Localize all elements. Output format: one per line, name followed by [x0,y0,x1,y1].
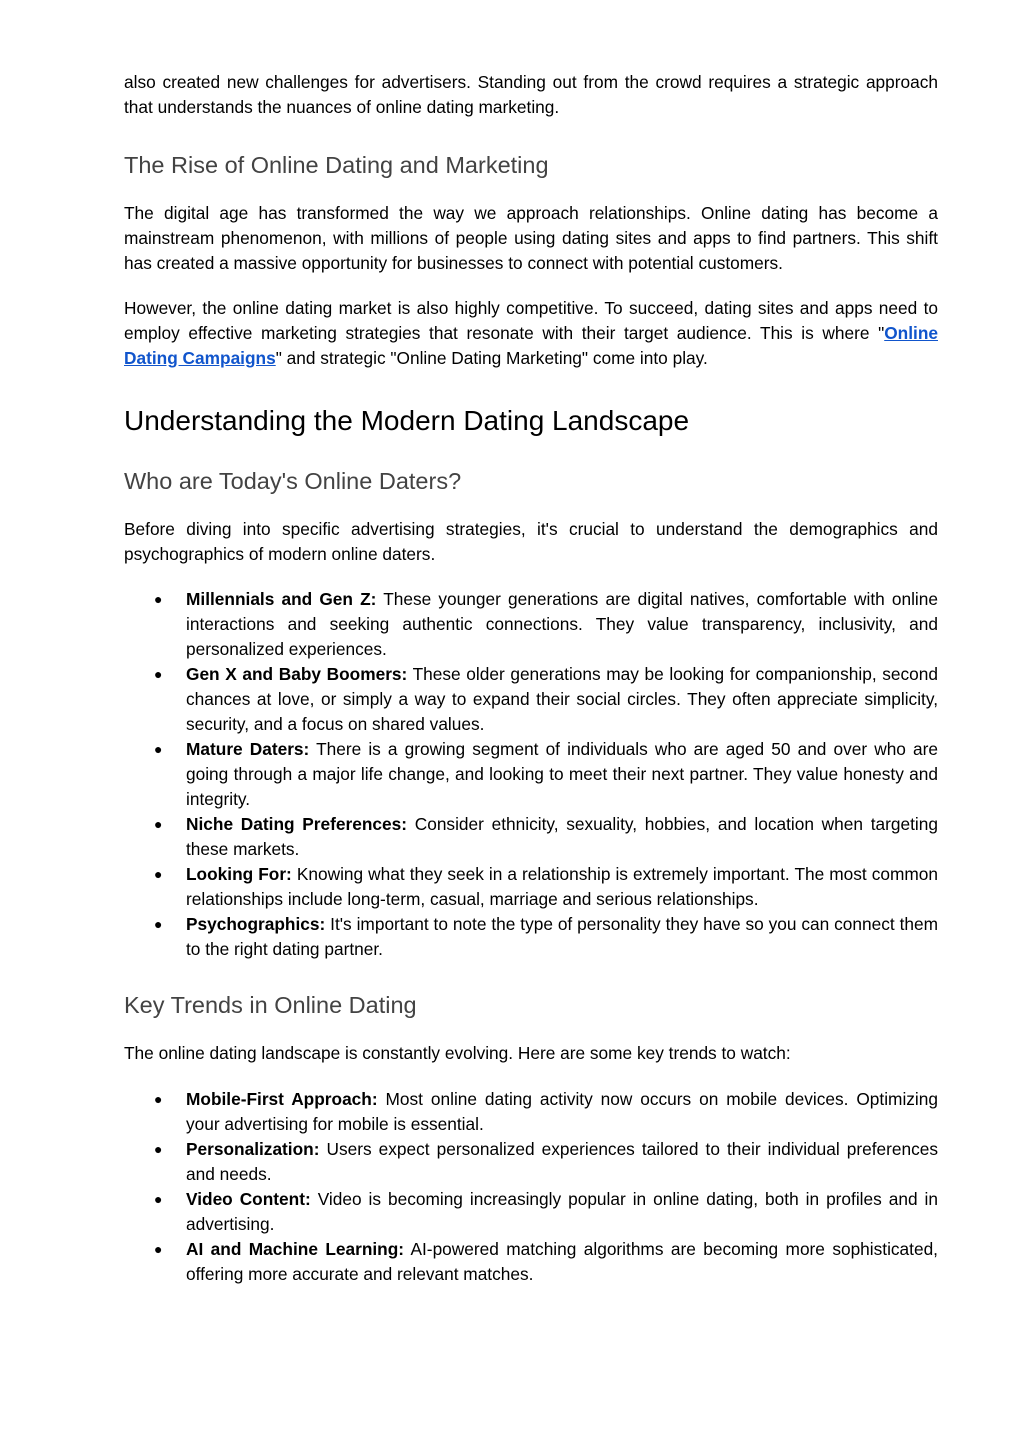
list-item [124,737,938,812]
list-item-term: Looking For: [186,864,292,884]
list-online-daters [124,587,938,962]
list-item [124,1187,938,1237]
list-item [124,812,938,862]
list-item-text: AI-powered matching algorithms are becoming more sophisticated, offering more accurate and relevant matches. [186,1239,938,1284]
bullet-icon: ● [154,591,163,607]
bullet-icon: ● [154,741,163,757]
list-item-term: Niche Dating Preferences: [186,814,407,834]
paragraph-competitive-text-1: However, the online dating market is also highly competitive. To succeed, dating sites and apps need to employ effective marketing strategies that resonate with their target audience. This is where " [124,298,938,343]
list-item-term: Personalization: [186,1139,320,1159]
list-item [124,1087,938,1137]
intro-paragraph: also created new challenges for advertisers. Standing out from the crowd requires a strategic approach that understands the nuances of online dating marketing. [124,72,938,117]
list-item [124,1137,938,1187]
document-page [124,70,938,1287]
list-item-term: Video Content: [186,1189,311,1209]
list-item-term: AI and Machine Learning: [186,1239,405,1259]
list-item-text: Knowing what they seek in a relationship is extremely important. The most common relationships include long-term, casual, marriage and serious relationships. [186,864,938,909]
bullet-icon: ● [154,866,163,882]
bullet-icon: ● [154,1141,163,1157]
bullet-icon: ● [154,666,163,682]
subheading-key-trends: Key Trends in Online Dating [124,992,417,1018]
online-dating-campaigns-link[interactable]: Online Dating Campaigns [124,323,938,368]
list-item-text: Users expect personalized experiences tailored to their individual preferences and needs. [186,1139,938,1184]
list-item [124,587,938,662]
list-item-text: There is a growing segment of individuals who are aged 50 and over who are going through a major life change, and looking to meet their next partner. They value honesty and integrity. [186,739,938,809]
list-item-text: Most online dating activity now occurs on mobile devices. Optimizing your advertising for mobile is essential. [186,1089,938,1134]
list-key-trends [124,1087,938,1287]
list-item-text: Video is becoming increasingly popular in online dating, both in profiles and in advertising. [186,1189,938,1234]
list-item-term: Gen X and Baby Boomers: [186,664,408,684]
bullet-icon: ● [154,916,163,932]
list-item-text: It's important to note the type of personality they have so you can connect them to the right dating partner. [186,914,938,959]
paragraph-trends-intro: The online dating landscape is constantly evolving. Here are some key trends to watch: [124,1043,791,1063]
paragraph-digital-age: The digital age has transformed the way we approach relationships. Online dating has become a mainstream phenomenon, with millions of people using dating sites and apps to find partners. This shift has created a massive opportunity for businesses to connect with potential customers. [124,203,938,273]
list-item [124,912,938,962]
bullet-icon: ● [154,1091,163,1107]
list-item-term: Mature Daters: [186,739,310,759]
bullet-icon: ● [154,816,163,832]
list-item-term: Millennials and Gen Z: [186,589,377,609]
paragraph-competitive-text-2: " and strategic "Online Dating Marketing" come into play. [275,348,708,368]
list-item-text: Consider ethnicity, sexuality, hobbies, and location when targeting these markets. [186,814,938,859]
list-item-term: Psychographics: [186,914,326,934]
list-item [124,862,938,912]
section-heading-rise: The Rise of Online Dating and Marketing [124,152,549,178]
list-item-term: Mobile-First Approach: [186,1089,378,1109]
subheading-online-daters: Who are Today's Online Daters? [124,468,462,494]
bullet-icon: ● [154,1191,163,1207]
list-item [124,662,938,737]
list-item [124,1237,938,1287]
main-heading-landscape: Understanding the Modern Dating Landscape [124,405,690,436]
list-item-text: These older generations may be looking for companionship, second chances at love, or simply a way to expand their social circles. They often appreciate simplicity, security, and a focus on shared values. [186,664,938,734]
bullet-icon: ● [154,1241,163,1257]
list-item-text: These younger generations are digital natives, comfortable with online interactions and seeking authentic connections. They value transparency, inclusivity, and personalized experiences. [186,589,938,659]
paragraph-competitive [124,296,938,371]
paragraph-demographics: Before diving into specific advertising strategies, it's crucial to understand the demographics and psychographics of modern online daters. [124,519,938,564]
